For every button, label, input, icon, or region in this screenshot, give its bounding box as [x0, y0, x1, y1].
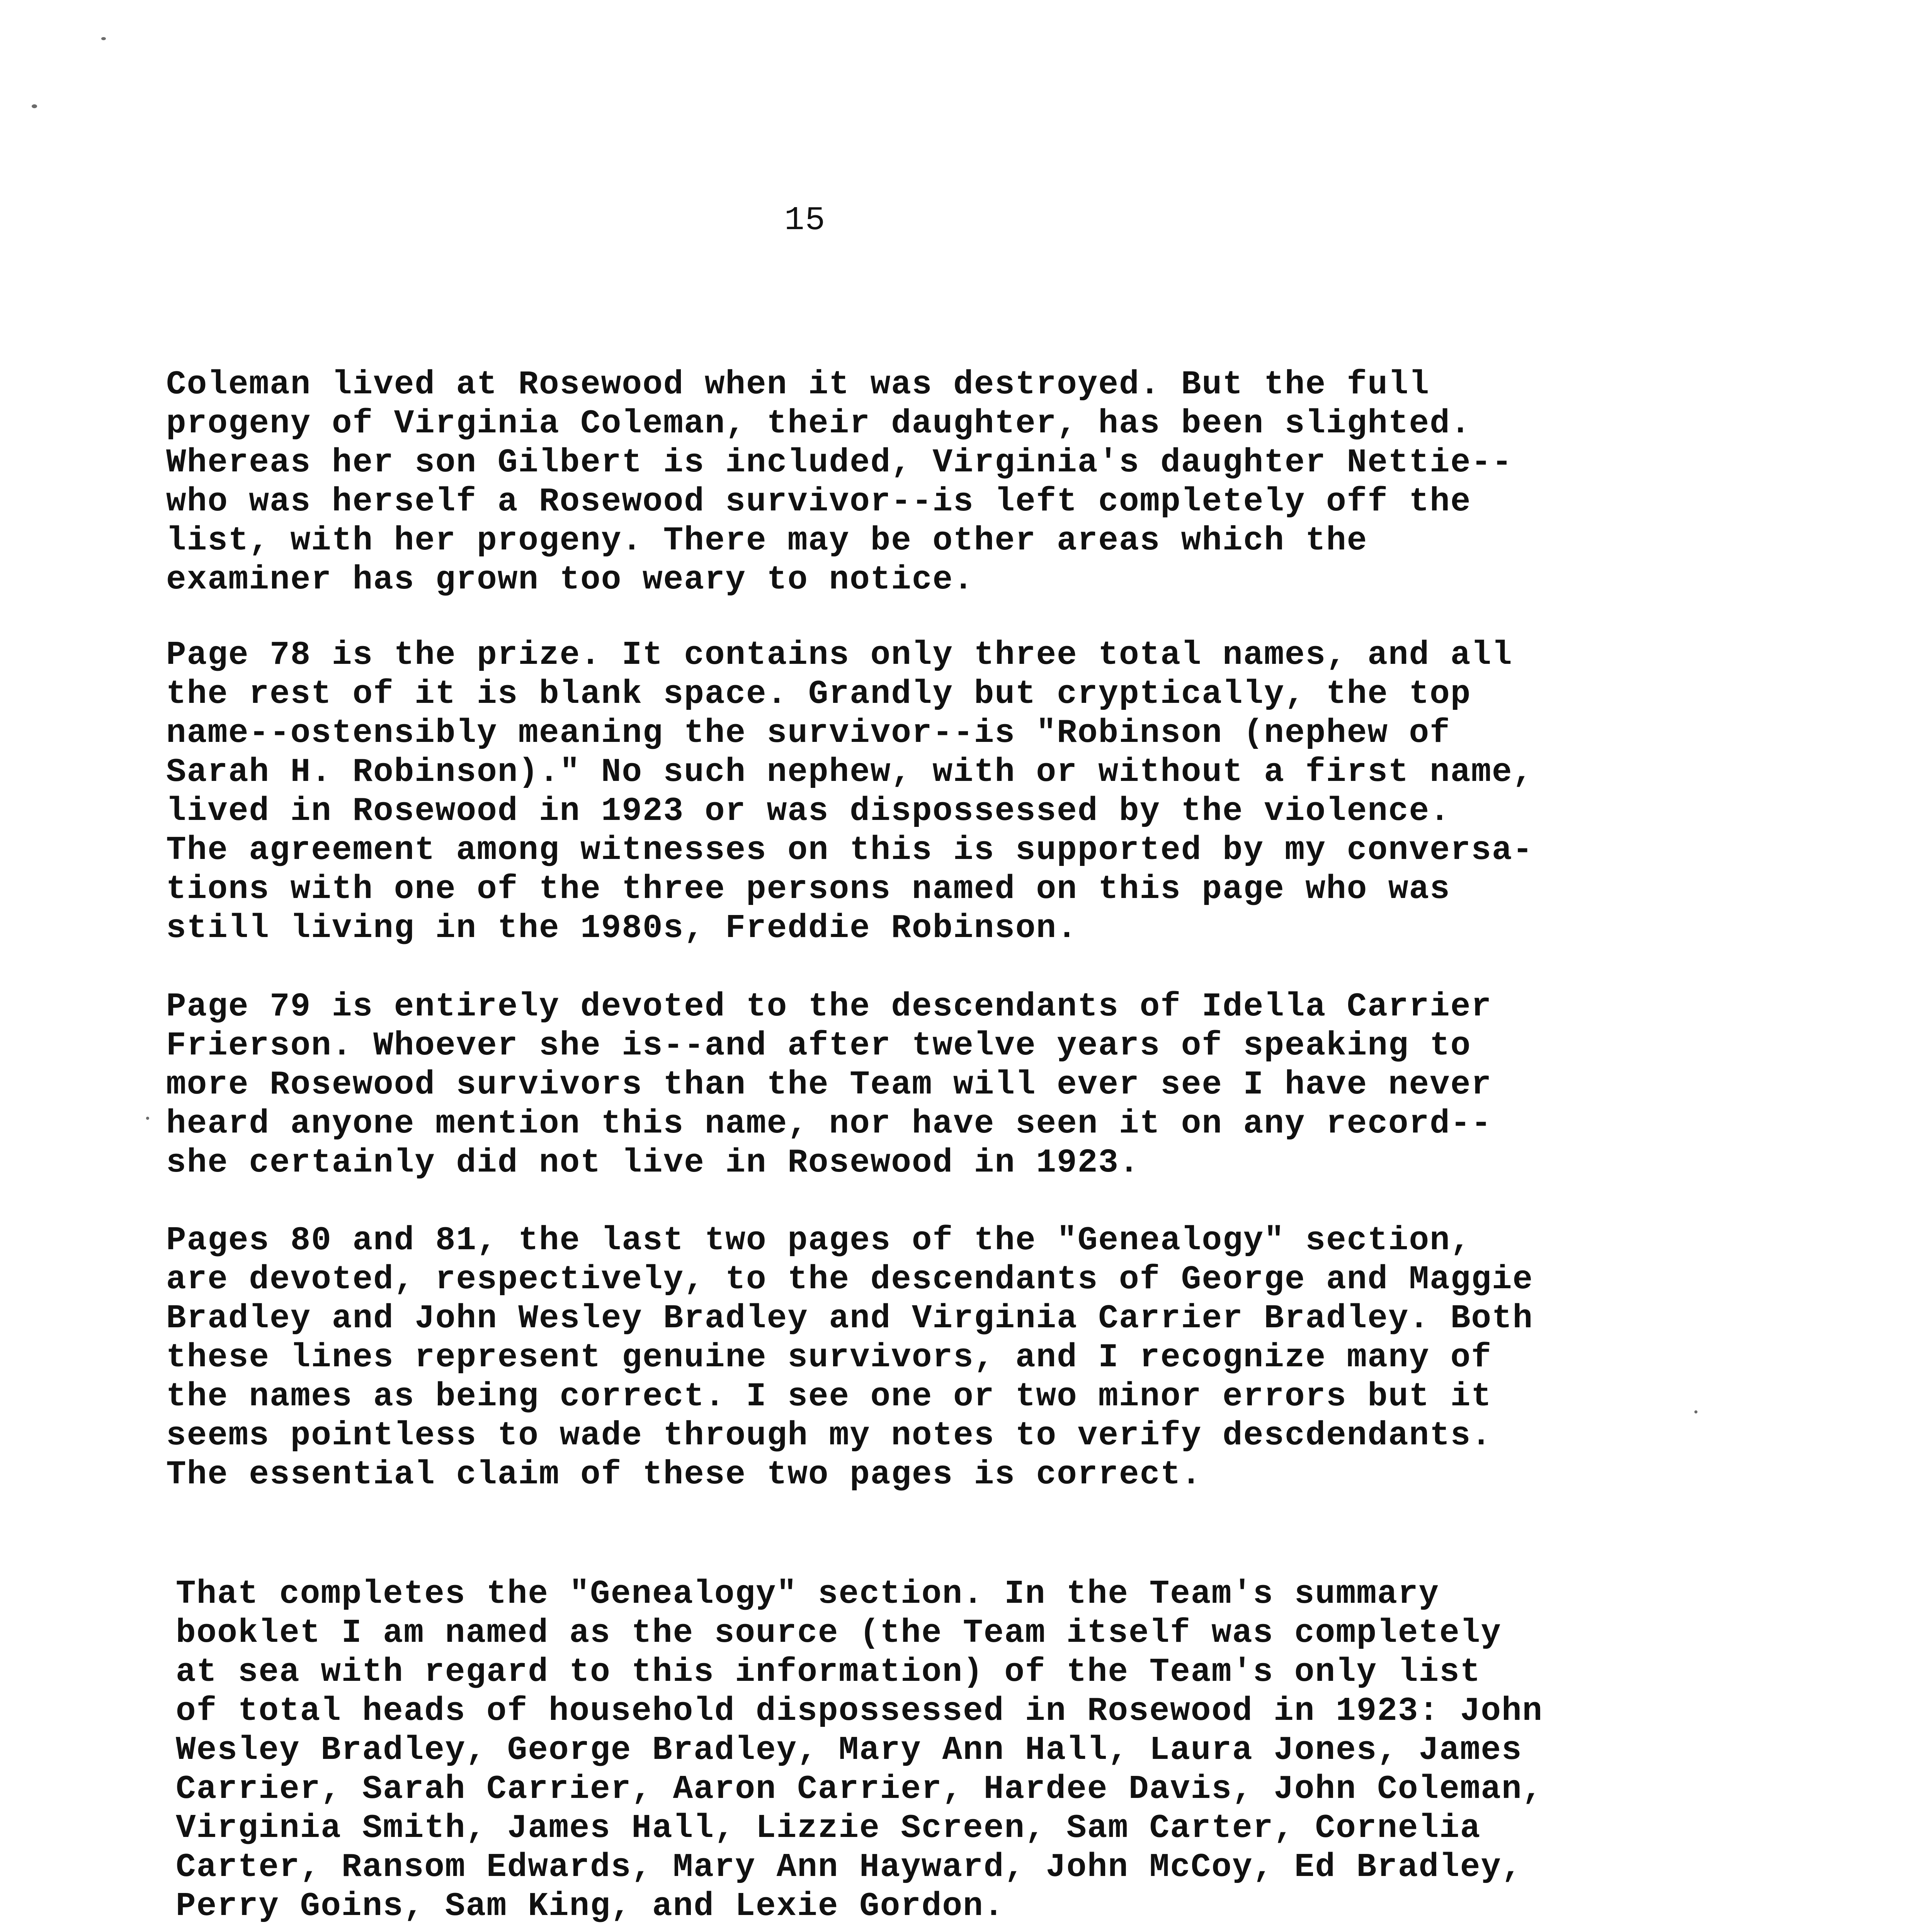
text-line: Bradley and John Wesley Bradley and Virginia Carrier Bradley. Both	[166, 1299, 1534, 1337]
text-line: the rest of it is blank space. Grandly but cryptically, the top	[166, 675, 1471, 713]
text-line: booklet I am named as the source (the Team itself was completely	[176, 1614, 1502, 1652]
text-line: more Rosewood survivors than the Team will ever see I have never	[166, 1066, 1492, 1104]
text-line: seems pointless to wade through my notes to verify descdendants.	[166, 1417, 1492, 1454]
text-line: these lines represent genuine survivors, and I recognize many of	[166, 1338, 1492, 1376]
text-line: who was herself a Rosewood survivor--is left completely off the	[166, 483, 1471, 520]
text-line: Coleman lived at Rosewood when it was destroyed. But the full	[166, 366, 1430, 403]
text-line: That completes the "Genealogy" section. In the Team's summary	[176, 1575, 1440, 1613]
paragraph-coleman	[166, 365, 1750, 599]
text-line: The agreement among witnesses on this is supported by my conversa-	[166, 831, 1534, 869]
paragraph-pages-80-81	[166, 1221, 1750, 1494]
text-line: at sea with regard to this information) of the Team's only list	[176, 1653, 1481, 1691]
text-line: lived in Rosewood in 1923 or was dispossessed by the violence.	[166, 792, 1451, 830]
text-line: heard anyone mention this name, nor have seen it on any record--	[166, 1105, 1492, 1143]
text-line: examiner has grown too weary to notice.	[166, 561, 974, 599]
text-line: Sarah H. Robinson)." No such nephew, with or without a first name,	[166, 753, 1534, 791]
paragraph-heads-of-household	[176, 1575, 1760, 1926]
scan-speck	[101, 37, 106, 40]
text-line: Pages 80 and 81, the last two pages of the "Genealogy" section,	[166, 1221, 1471, 1259]
paragraph-page-78	[166, 636, 1750, 948]
text-line: the names as being correct. I see one or two minor errors but it	[166, 1378, 1492, 1415]
text-line: The essential claim of these two pages is correct.	[166, 1456, 1202, 1493]
text-line: list, with her progeny. There may be other areas which the	[166, 522, 1368, 560]
text-line: Page 79 is entirely devoted to the descendants of Idella Carrier	[166, 988, 1492, 1026]
text-line: of total heads of household dispossessed in Rosewood in 1923: John	[176, 1692, 1543, 1730]
text-line: Whereas her son Gilbert is included, Virginia's daughter Nettie--	[166, 444, 1513, 481]
text-line: still living in the 1980s, Freddie Robinson.	[166, 909, 1078, 947]
text-line: Carrier, Sarah Carrier, Aaron Carrier, Hardee Davis, John Coleman,	[176, 1770, 1543, 1808]
text-line: she certainly did not live in Rosewood in 1923.	[166, 1144, 1140, 1182]
scan-speck	[146, 1117, 149, 1120]
text-line: are devoted, respectively, to the descendants of George and Maggie	[166, 1260, 1534, 1298]
text-line: Carter, Ransom Edwards, Mary Ann Hayward, John McCoy, Ed Bradley,	[176, 1848, 1522, 1886]
text-line: Frierson. Whoever she is--and after twelve years of speaking to	[166, 1027, 1471, 1065]
text-line: Virginia Smith, James Hall, Lizzie Screen, Sam Carter, Cornelia	[176, 1809, 1481, 1847]
text-line: Perry Goins, Sam King, and Lexie Gordon.	[176, 1887, 1005, 1925]
text-line: name--ostensibly meaning the survivor--is "Robinson (nephew of	[166, 714, 1451, 752]
paragraph-page-79	[166, 987, 1750, 1182]
text-line: progeny of Virginia Coleman, their daughter, has been slighted.	[166, 405, 1471, 442]
text-line: tions with one of the three persons named on this page who was	[166, 870, 1451, 908]
page-number: 15	[784, 201, 826, 239]
text-line: Wesley Bradley, George Bradley, Mary Ann Hall, Laura Jones, James	[176, 1731, 1522, 1769]
text-line: Page 78 is the prize. It contains only three total names, and all	[166, 636, 1513, 674]
scan-speck	[32, 104, 37, 108]
